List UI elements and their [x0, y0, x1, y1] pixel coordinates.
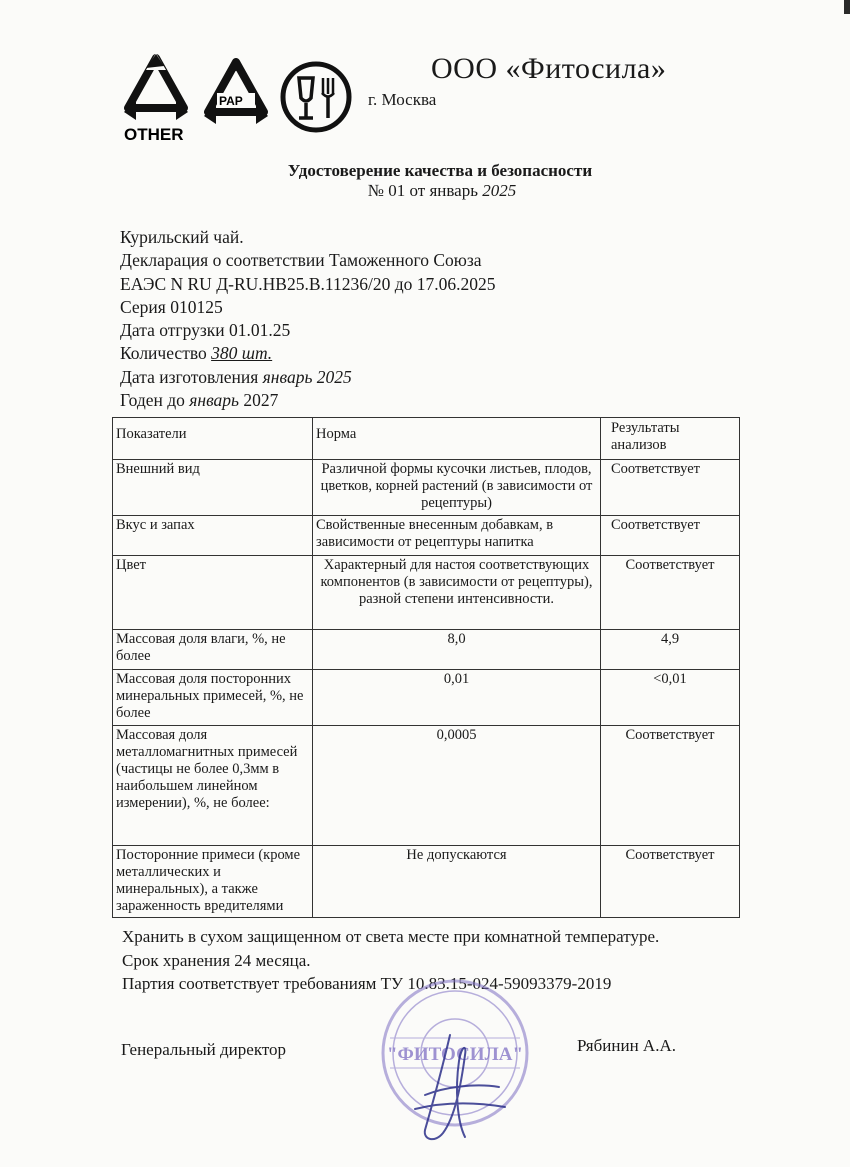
product-info: [120, 226, 496, 412]
shipment-date: Дата отгрузки 01.01.25: [120, 320, 291, 341]
table-row: [113, 460, 740, 516]
expiry-label: Годен до: [120, 390, 190, 411]
header-result: Результаты анализов: [601, 418, 740, 460]
row-indicator: Массовая доля металломагнитных примесей (частицы не более 0,3мм в наибольшем линейном измерении), %, не более:: [113, 726, 313, 846]
document-number-prefix: № 01 от январь: [367, 181, 483, 200]
expiry-month: январь: [189, 390, 240, 411]
document-number-year: 2025: [482, 181, 517, 200]
city: г. Москва: [368, 90, 437, 109]
table-row: [113, 726, 740, 846]
row-result: Соответствует: [601, 460, 740, 516]
table-row: [113, 846, 740, 918]
declaration-line-2: ЕАЭС N RU Д-RU.НВ25.В.11236/20 до 17.06.2025: [120, 273, 496, 294]
product-name: Курильский чай.: [120, 227, 244, 247]
scan-edge: [844, 0, 850, 14]
table-header-row: [113, 418, 740, 460]
storage-note: Хранить в сухом защищенном от света месте при комнатной температуре.: [122, 927, 660, 946]
svg-text:OTHER: OTHER: [124, 125, 184, 144]
row-result: <0,01: [601, 670, 740, 726]
row-result: Соответствует: [601, 726, 740, 846]
row-norm: Характерный для настоя соответствующих компонентов (в зависимости от рецептуры), разной степени интенсивности.: [313, 556, 601, 630]
row-indicator: Цвет: [113, 556, 313, 630]
quality-table: [112, 417, 740, 918]
shelf-life-note: Срок хранения 24 месяца.: [122, 950, 311, 970]
document-title: Удостоверение качества и безопасности: [287, 161, 593, 180]
row-result: 4,9: [601, 630, 740, 670]
quantity-value: 380 шт.: [211, 343, 273, 364]
series: Серия 010125: [120, 296, 223, 317]
row-indicator: Внешний вид: [113, 460, 313, 516]
director-title: Генеральный директор: [121, 1040, 287, 1059]
header-indicator: Показатели: [113, 418, 313, 460]
company-name: ООО «Фитосила»: [431, 52, 667, 85]
quantity-label: Количество: [120, 343, 212, 364]
table-row: [113, 670, 740, 726]
expiry-date: [120, 389, 496, 412]
director-signature: [395, 1025, 515, 1150]
row-result: Соответствует: [601, 846, 740, 918]
declaration-line-1: Декларация о соответствии Таможенного Союза: [120, 250, 482, 271]
table-row: [113, 556, 740, 630]
quantity: [120, 342, 496, 365]
svg-text:PAP: PAP: [219, 94, 243, 108]
row-norm: 0,0005: [313, 726, 601, 846]
table-row: [113, 630, 740, 670]
director-name: Рябинин А.А.: [577, 1036, 676, 1055]
manufacture-date: [120, 366, 496, 389]
row-norm: 0,01: [313, 670, 601, 726]
recycle-other-icon: [124, 53, 188, 144]
row-result: Соответствует: [601, 556, 740, 630]
stamp-center-text: "ФИТОСИЛА": [386, 1044, 524, 1065]
row-norm: Различной формы кусочки листьев, плодов, цветков, корней растений (в зависимости от рецептуры): [313, 460, 601, 516]
manufacture-value: январь 2025: [262, 366, 352, 387]
row-indicator: Массовая доля влаги, %, не более: [113, 630, 313, 670]
recycle-pap-icon: [204, 58, 268, 124]
food-safe-glass-fork-icon: [283, 64, 349, 130]
header-norm: Норма: [313, 418, 601, 460]
row-indicator: Посторонние примеси (кроме металлических и минеральных), а также зараженность вредителями: [113, 846, 313, 918]
row-indicator: Массовая доля посторонних минеральных примесей, %, не более: [113, 670, 313, 726]
row-indicator: Вкус и запах: [113, 516, 313, 556]
manufacture-label: Дата изготовления: [120, 366, 263, 387]
expiry-year: 2027: [239, 390, 279, 411]
row-norm: 8,0: [313, 630, 601, 670]
row-norm: Не допускаются: [313, 846, 601, 918]
conformity-note: Партия соответствует требованиям ТУ 10.83.15-024-59093379-2019: [122, 974, 612, 993]
row-result: Соответствует: [601, 516, 740, 556]
row-norm: Свойственные внесенным добавкам, в зависимости от рецептуры напитка: [313, 516, 601, 556]
document-number: [0, 181, 850, 201]
logos: [116, 50, 356, 150]
table-row: [113, 516, 740, 556]
